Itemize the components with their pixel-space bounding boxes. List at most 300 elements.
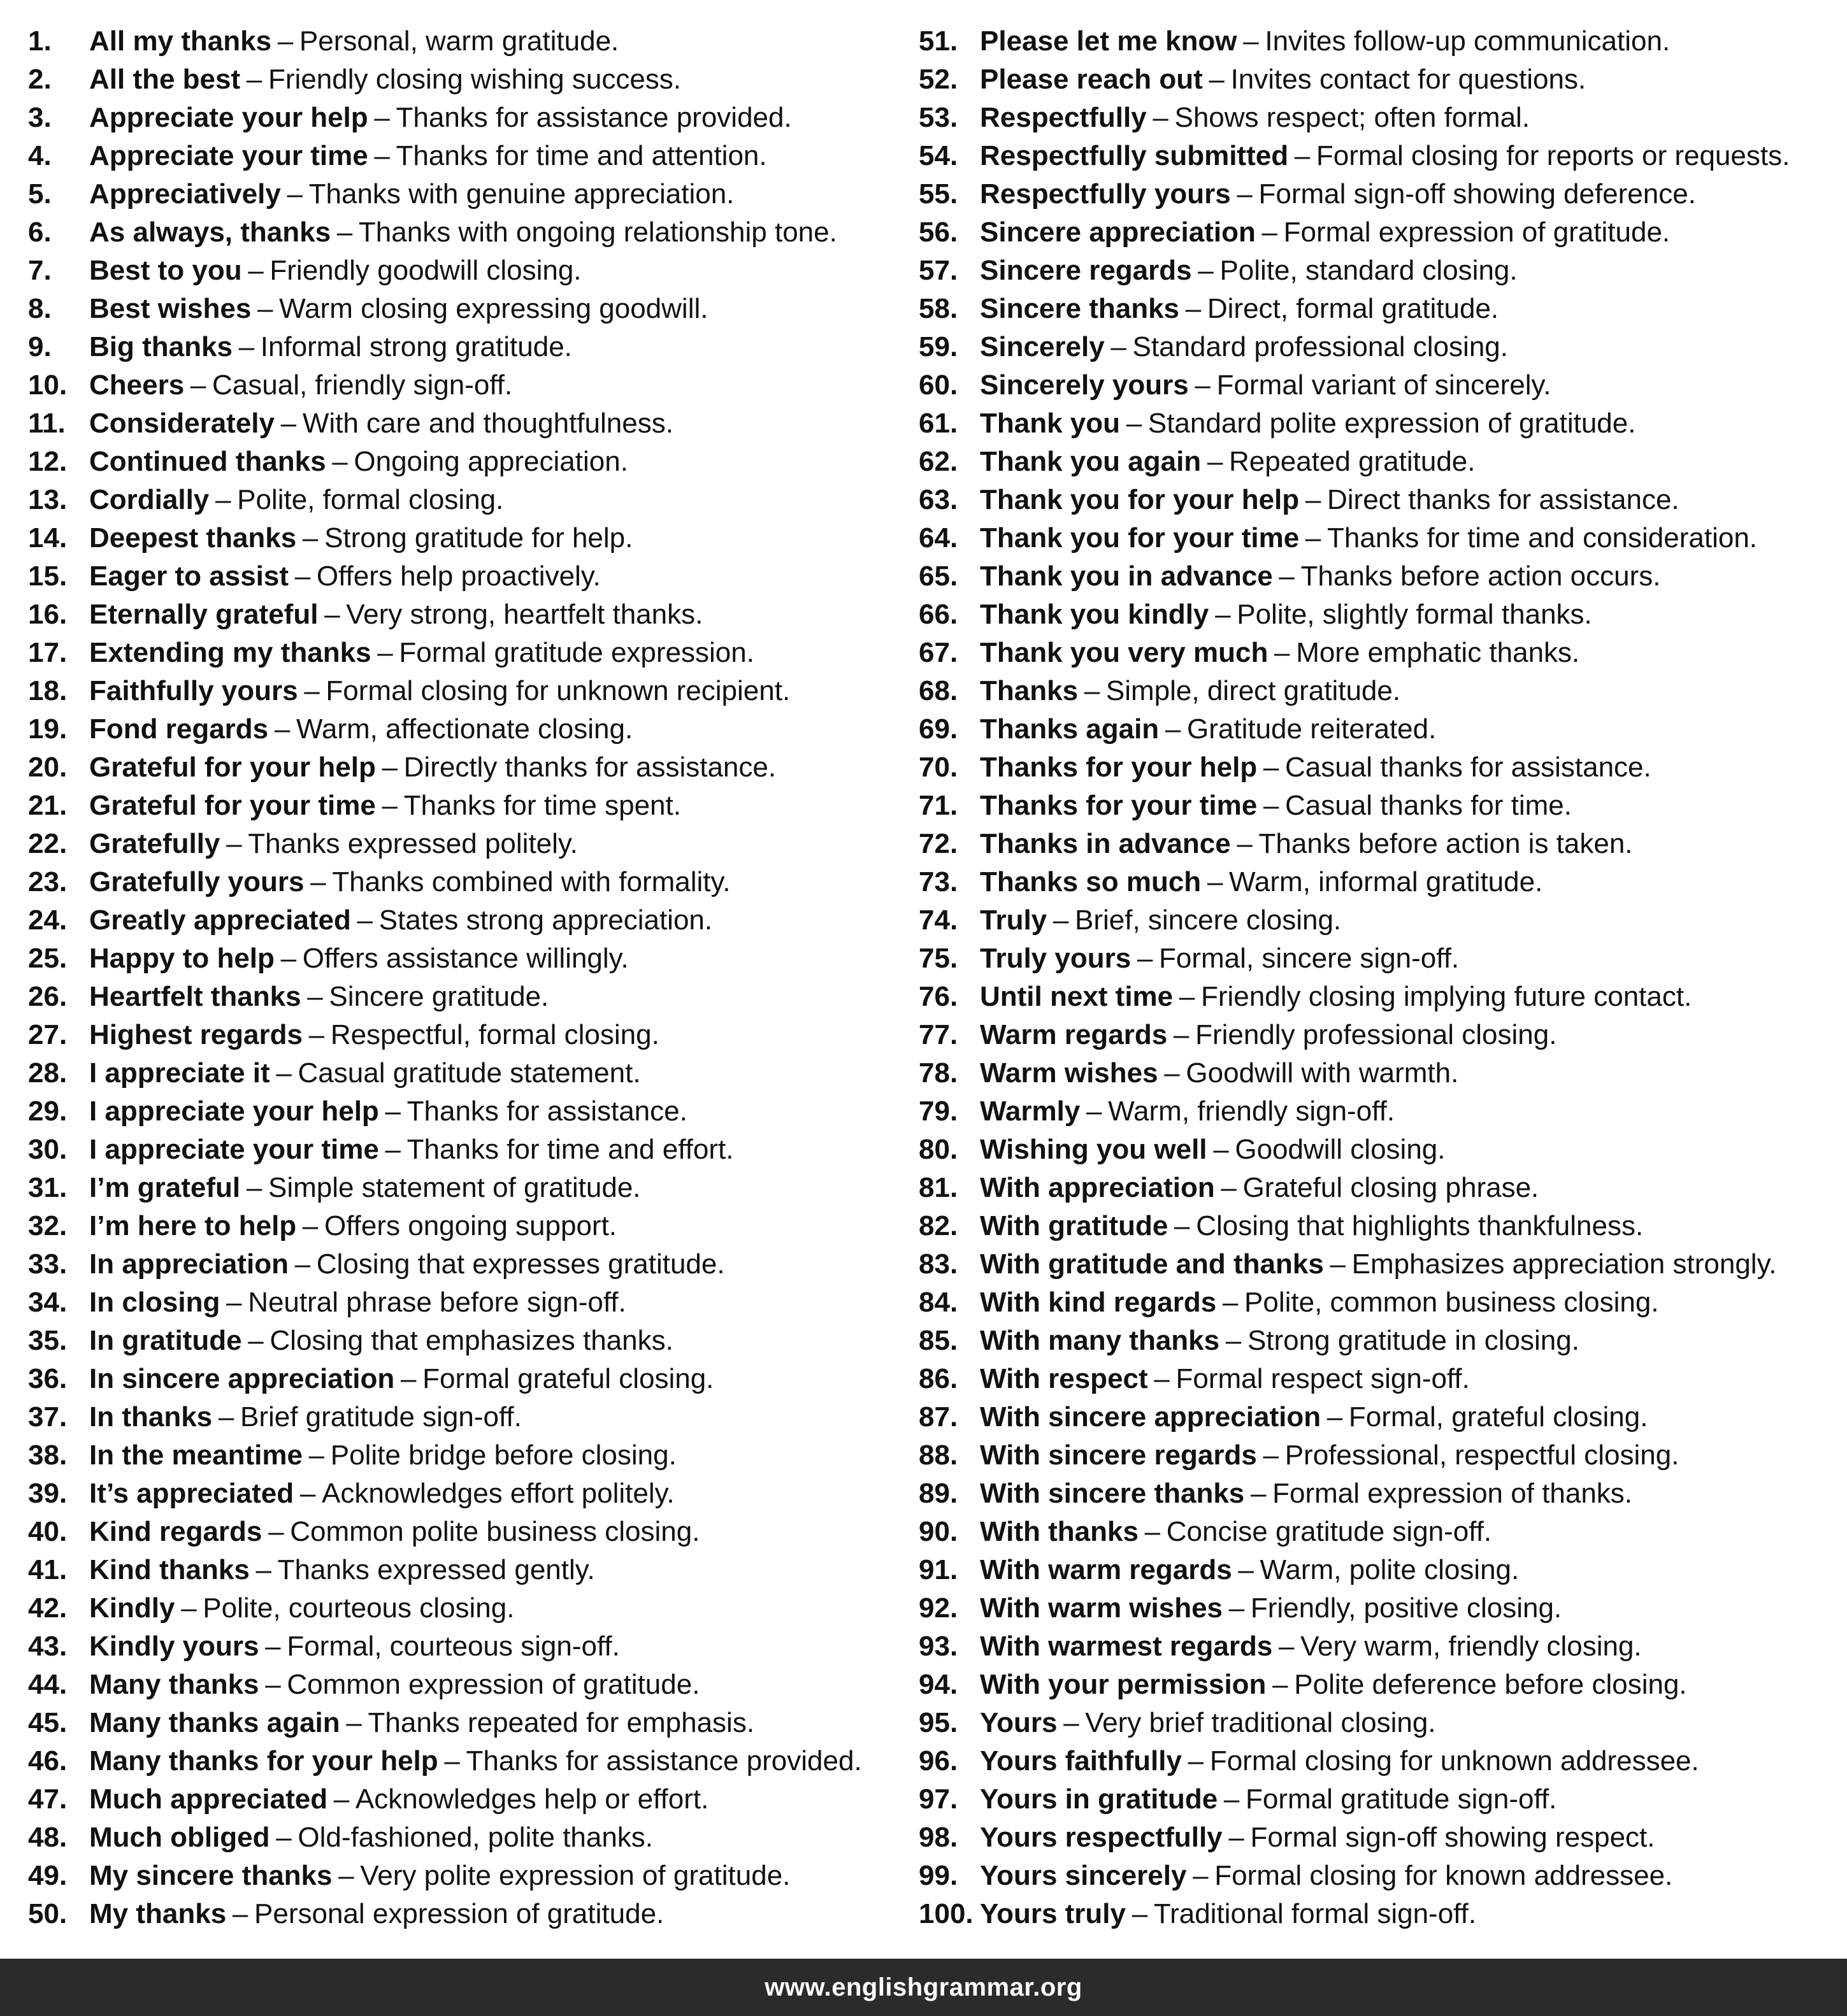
item-separator: –	[1207, 866, 1223, 897]
item-separator: –	[1278, 1631, 1295, 1662]
item-number: 87.	[919, 1401, 958, 1433]
list-item	[919, 1857, 1836, 1895]
item-number: 10.	[28, 369, 68, 401]
item-number: 3.	[28, 102, 52, 133]
item-description: States strong appreciation.	[378, 904, 713, 936]
item-separator: –	[400, 1363, 417, 1394]
item-term: Best wishes	[89, 293, 252, 324]
list-item	[28, 1360, 907, 1398]
item-term: With gratitude and thanks	[980, 1248, 1324, 1280]
list-item	[919, 290, 1836, 328]
item-term: Extending my thanks	[89, 637, 371, 668]
item-number: 36.	[28, 1363, 68, 1394]
item-description: Closing that emphasizes thanks.	[270, 1325, 673, 1356]
item-separator: –	[265, 1669, 281, 1700]
item-description: Warm, polite closing.	[1260, 1554, 1520, 1585]
item-term: With warm regards	[980, 1554, 1232, 1585]
item-description: Brief gratitude sign-off.	[240, 1401, 522, 1433]
item-number: 94.	[919, 1669, 958, 1700]
item-number: 35.	[28, 1325, 68, 1356]
item-term: With warm wishes	[980, 1592, 1223, 1624]
item-separator: –	[1261, 217, 1277, 248]
item-description: Formal closing for known addressee.	[1214, 1860, 1673, 1891]
item-separator: –	[1195, 369, 1211, 401]
item-description: Formal, sincere sign-off.	[1159, 943, 1460, 974]
item-description: Casual, friendly sign-off.	[212, 369, 513, 401]
item-description: Thanks expressed gently.	[277, 1554, 595, 1585]
item-separator: –	[246, 64, 262, 95]
item-number: 32.	[28, 1210, 68, 1241]
item-term: Respectfully	[980, 102, 1147, 133]
footer-bar	[0, 1959, 1847, 2016]
item-number: 6.	[28, 217, 52, 248]
item-separator: –	[1153, 102, 1168, 133]
item-description: Acknowledges effort politely.	[321, 1478, 675, 1509]
item-term: With your permission	[980, 1669, 1267, 1700]
item-term: Respectfully yours	[980, 178, 1231, 210]
item-separator: –	[238, 331, 255, 362]
item-description: Standard professional closing.	[1132, 331, 1508, 362]
item-description: Thanks expressed politely.	[248, 828, 578, 859]
item-number: 29.	[28, 1096, 68, 1127]
item-term: Sincere thanks	[980, 293, 1180, 324]
item-description: Formal variant of sincerely.	[1216, 369, 1551, 401]
item-separator: –	[385, 1134, 401, 1165]
list-item	[28, 1054, 907, 1092]
item-separator: –	[1193, 1860, 1209, 1891]
list-item	[28, 1666, 907, 1704]
item-separator: –	[1223, 1784, 1240, 1815]
item-description: Personal, warm gratitude.	[299, 25, 619, 57]
item-description: Common expression of gratitude.	[287, 1669, 700, 1700]
list-item	[28, 1704, 907, 1742]
item-term: Eternally grateful	[89, 599, 319, 630]
item-term: Thanks so much	[980, 866, 1202, 897]
list-item	[919, 1780, 1836, 1819]
list-item	[919, 672, 1836, 710]
item-number: 100.	[919, 1898, 974, 1929]
item-number: 56.	[919, 217, 958, 248]
item-term: In gratitude	[89, 1325, 242, 1356]
item-term: My thanks	[89, 1898, 227, 1929]
item-description: Friendly professional closing.	[1195, 1019, 1557, 1050]
list-item	[28, 213, 907, 252]
item-term: Thanks again	[980, 713, 1160, 745]
list-item	[919, 1360, 1836, 1398]
item-description: Goodwill with warmth.	[1186, 1057, 1459, 1089]
item-number: 69.	[919, 713, 958, 745]
item-description: Formal sign-off showing deference.	[1258, 178, 1696, 210]
item-description: Polite, standard closing.	[1219, 255, 1518, 286]
list-item	[919, 213, 1836, 252]
item-number: 83.	[919, 1248, 958, 1280]
item-number: 82.	[919, 1210, 958, 1241]
list-item	[919, 710, 1836, 748]
item-separator: –	[1237, 178, 1253, 210]
item-number: 86.	[919, 1363, 958, 1394]
item-description: Ongoing appreciation.	[354, 446, 628, 477]
item-description: Old-fashioned, polite thanks.	[298, 1822, 654, 1853]
item-separator: –	[1188, 1745, 1204, 1777]
item-description: Acknowledges help or effort.	[355, 1784, 709, 1815]
item-term: Until next time	[980, 981, 1174, 1012]
item-separator: –	[277, 25, 294, 57]
item-number: 30.	[28, 1134, 68, 1165]
item-term: Warm regards	[980, 1019, 1168, 1050]
item-separator: –	[1053, 904, 1069, 936]
item-separator: –	[294, 1248, 311, 1280]
list-item	[28, 99, 907, 137]
item-description: Sincere gratitude.	[329, 981, 549, 1012]
item-term: Yours	[980, 1707, 1058, 1738]
item-term: Cheers	[89, 369, 185, 401]
item-term: All the best	[89, 64, 241, 95]
item-number: 85.	[919, 1325, 958, 1356]
item-term: Gratefully yours	[89, 866, 305, 897]
site-url: www.englishgrammar.org	[765, 1973, 1082, 2001]
list-item	[919, 1283, 1836, 1322]
list-item	[28, 787, 907, 825]
item-number: 61.	[919, 408, 958, 439]
item-number: 99.	[919, 1860, 958, 1891]
item-number: 80.	[919, 1134, 958, 1165]
item-term: Thank you again	[980, 446, 1202, 477]
item-number: 27.	[28, 1019, 68, 1050]
item-number: 15.	[28, 561, 68, 592]
item-separator: –	[274, 713, 291, 745]
item-description: Casual thanks for time.	[1285, 790, 1572, 821]
list-item	[919, 1627, 1836, 1666]
item-term: Sincerely	[980, 331, 1105, 362]
item-number: 43.	[28, 1631, 68, 1662]
item-number: 4.	[28, 140, 52, 171]
item-term: Eager to assist	[89, 561, 289, 592]
item-term: Thank you for your help	[980, 484, 1300, 515]
item-number: 45.	[28, 1707, 68, 1738]
item-separator: –	[444, 1745, 460, 1777]
item-number: 81.	[919, 1172, 958, 1203]
list-item	[28, 22, 907, 61]
item-description: Friendly closing implying future contact.	[1200, 981, 1692, 1012]
item-number: 7.	[28, 255, 52, 286]
item-separator: –	[246, 1172, 262, 1203]
list-item	[919, 901, 1836, 940]
item-term: Thanks for your time	[980, 790, 1258, 821]
item-description: Direct, formal gratitude.	[1207, 293, 1499, 324]
item-number: 57.	[919, 255, 958, 286]
item-description: Warm, friendly sign-off.	[1108, 1096, 1395, 1127]
list-item	[28, 1819, 907, 1857]
item-term: Kind thanks	[89, 1554, 250, 1585]
item-number: 25.	[28, 943, 68, 974]
item-description: Formal gratitude expression.	[399, 637, 754, 668]
item-description: Invites contact for questions.	[1230, 64, 1586, 95]
list-item	[919, 1513, 1836, 1551]
item-description: Friendly goodwill closing.	[270, 255, 582, 286]
item-separator: –	[302, 522, 319, 554]
list-item	[28, 1627, 907, 1666]
item-number: 76.	[919, 981, 958, 1012]
item-term: Gratefully	[89, 828, 220, 859]
item-number: 53.	[919, 102, 958, 133]
item-term: Yours faithfully	[980, 1745, 1182, 1777]
item-term: With appreciation	[980, 1172, 1215, 1203]
list-item	[28, 1475, 907, 1513]
item-description: Closing that expresses gratitude.	[316, 1248, 725, 1280]
item-separator: –	[1144, 1516, 1161, 1547]
item-term: In sincere appreciation	[89, 1363, 395, 1394]
item-description: Casual gratitude statement.	[298, 1057, 641, 1089]
item-description: Thanks for time and attention.	[396, 140, 767, 171]
item-number: 50.	[28, 1898, 68, 1929]
item-description: Casual thanks for assistance.	[1285, 752, 1651, 783]
item-term: Please let me know	[980, 25, 1237, 57]
item-term: It’s appreciated	[89, 1478, 294, 1509]
item-separator: –	[226, 828, 242, 859]
item-number: 31.	[28, 1172, 68, 1203]
item-term: Yours respectfully	[980, 1822, 1223, 1853]
item-separator: –	[181, 1592, 197, 1624]
right-column	[919, 22, 1836, 1933]
item-separator: –	[382, 790, 398, 821]
item-number: 17.	[28, 637, 68, 668]
list-item	[919, 1054, 1836, 1092]
list-item	[919, 22, 1836, 61]
item-number: 67.	[919, 637, 958, 668]
item-separator: –	[385, 1096, 401, 1127]
item-separator: –	[190, 369, 206, 401]
item-number: 78.	[919, 1057, 958, 1089]
list-item	[919, 1551, 1836, 1589]
item-description: Formal expression of gratitude.	[1283, 217, 1671, 248]
item-number: 89.	[919, 1478, 958, 1509]
item-separator: –	[1132, 1898, 1148, 1929]
item-term: Truly yours	[980, 943, 1132, 974]
list-item	[919, 1092, 1836, 1131]
item-term: Fond regards	[89, 713, 269, 745]
list-item	[28, 940, 907, 978]
item-term: Grateful for your help	[89, 752, 376, 783]
list-item	[919, 1131, 1836, 1169]
item-description: Thanks before action is taken.	[1258, 828, 1633, 859]
list-item	[28, 366, 907, 404]
item-number: 2.	[28, 64, 52, 95]
item-description: Traditional formal sign-off.	[1153, 1898, 1477, 1929]
item-term: Respectfully submitted	[980, 140, 1289, 171]
item-description: Formal sign-off showing respect.	[1250, 1822, 1655, 1853]
item-number: 77.	[919, 1019, 958, 1050]
item-separator: –	[299, 1478, 316, 1509]
item-description: Polite, courteous closing.	[203, 1592, 515, 1624]
item-number: 70.	[919, 752, 958, 783]
list-item	[919, 61, 1836, 99]
item-number: 46.	[28, 1745, 68, 1777]
item-separator: –	[1250, 1478, 1267, 1509]
item-description: Professional, respectful closing.	[1284, 1440, 1679, 1471]
item-number: 5.	[28, 178, 52, 210]
item-term: Appreciatively	[89, 178, 281, 210]
item-term: Thank you for your time	[980, 522, 1300, 554]
list-item	[919, 1016, 1836, 1054]
item-term: In closing	[89, 1287, 220, 1318]
item-number: 79.	[919, 1096, 958, 1127]
item-description: Polite deference before closing.	[1294, 1669, 1687, 1700]
item-number: 44.	[28, 1669, 68, 1700]
item-number: 68.	[919, 675, 958, 706]
item-term: Grateful for your time	[89, 790, 376, 821]
list-item	[919, 748, 1836, 787]
item-term: I’m grateful	[89, 1172, 241, 1203]
item-term: Much obliged	[89, 1822, 270, 1853]
item-number: 38.	[28, 1440, 68, 1471]
item-term: Sincere regards	[980, 255, 1192, 286]
list-item	[28, 710, 907, 748]
list-item	[28, 290, 907, 328]
item-separator: –	[215, 484, 231, 515]
item-separator: –	[1263, 752, 1279, 783]
item-term: In appreciation	[89, 1248, 289, 1280]
item-description: Formal gratitude sign-off.	[1246, 1784, 1557, 1815]
list-item	[28, 1245, 907, 1283]
item-separator: –	[1225, 1325, 1242, 1356]
item-description: Respectful, formal closing.	[330, 1019, 659, 1050]
list-item	[28, 1169, 907, 1207]
item-description: Warm closing expressing goodwill.	[279, 293, 708, 324]
item-separator: –	[307, 981, 323, 1012]
item-number: 1.	[28, 25, 52, 57]
item-number: 90.	[919, 1516, 958, 1547]
list-item	[919, 978, 1836, 1016]
item-separator: –	[382, 752, 398, 783]
item-term: Happy to help	[89, 943, 275, 974]
item-separator: –	[1179, 981, 1195, 1012]
list-item	[28, 404, 907, 443]
list-item	[28, 825, 907, 863]
item-description: Informal strong gratitude.	[260, 331, 572, 362]
item-description: Offers ongoing support.	[324, 1210, 617, 1241]
item-number: 71.	[919, 790, 958, 821]
item-separator: –	[346, 1707, 362, 1738]
item-term: Warm wishes	[980, 1057, 1158, 1089]
item-description: Very brief traditional closing.	[1085, 1707, 1436, 1738]
item-description: With care and thoughtfulness.	[302, 408, 673, 439]
item-term: With sincere thanks	[980, 1478, 1245, 1509]
item-term: Sincerely yours	[980, 369, 1189, 401]
item-separator: –	[1222, 1287, 1239, 1318]
item-number: 60.	[919, 369, 958, 401]
item-term: All my thanks	[89, 25, 272, 57]
list-item	[919, 137, 1836, 175]
list-item	[28, 1551, 907, 1589]
item-number: 54.	[919, 140, 958, 171]
list-item	[28, 1016, 907, 1054]
item-number: 49.	[28, 1860, 68, 1891]
item-number: 59.	[919, 331, 958, 362]
item-number: 20.	[28, 752, 68, 783]
item-separator: –	[1174, 1210, 1190, 1241]
list-item	[919, 328, 1836, 366]
item-term: With sincere appreciation	[980, 1401, 1321, 1433]
list-item	[919, 175, 1836, 213]
list-item	[919, 1207, 1836, 1245]
item-description: Thanks before action occurs.	[1300, 561, 1661, 592]
item-separator: –	[1274, 637, 1290, 668]
list-item	[919, 252, 1836, 290]
item-term: Much appreciated	[89, 1784, 328, 1815]
item-term: With warmest regards	[980, 1631, 1273, 1662]
list-item	[919, 1475, 1836, 1513]
item-separator: –	[276, 1822, 292, 1853]
item-separator: –	[1185, 293, 1202, 324]
item-description: Thanks for assistance provided.	[466, 1745, 862, 1777]
item-number: 64.	[919, 522, 958, 554]
item-term: Wishing you well	[980, 1134, 1207, 1165]
item-term: Many thanks	[89, 1669, 259, 1700]
list-item	[28, 1131, 907, 1169]
item-separator: –	[1110, 331, 1126, 362]
list-item	[919, 1322, 1836, 1360]
item-separator: –	[280, 943, 297, 974]
list-item	[28, 1283, 907, 1322]
item-number: 22.	[28, 828, 68, 859]
list-item	[28, 175, 907, 213]
item-term: Truly	[980, 904, 1047, 936]
list-item	[28, 1857, 907, 1895]
item-number: 51.	[919, 25, 958, 57]
item-description: Formal expression of thanks.	[1272, 1478, 1633, 1509]
item-number: 75.	[919, 943, 958, 974]
list-item	[28, 1207, 907, 1245]
item-separator: –	[374, 102, 390, 133]
item-term: Highest regards	[89, 1019, 303, 1050]
list-item	[919, 404, 1836, 443]
list-item	[919, 1704, 1836, 1742]
item-term: Yours sincerely	[980, 1860, 1187, 1891]
item-separator: –	[276, 1057, 292, 1089]
list-item	[28, 1895, 907, 1933]
item-separator: –	[1086, 1096, 1102, 1127]
item-number: 52.	[919, 64, 958, 95]
item-separator: –	[1084, 675, 1100, 706]
item-description: Friendly closing wishing success.	[268, 64, 682, 95]
item-term: As always, thanks	[89, 217, 331, 248]
item-description: Thanks repeated for emphasis.	[368, 1707, 755, 1738]
item-separator: –	[1198, 255, 1214, 286]
item-number: 23.	[28, 866, 68, 897]
list-item	[919, 1819, 1836, 1857]
item-term: Kindly yours	[89, 1631, 259, 1662]
item-separator: –	[1215, 599, 1231, 630]
item-separator: –	[257, 293, 273, 324]
item-description: Shows respect; often formal.	[1174, 102, 1530, 133]
list-item	[28, 1780, 907, 1819]
item-separator: –	[336, 217, 353, 248]
item-description: Closing that highlights thankfulness.	[1196, 1210, 1644, 1241]
item-term: With respect	[980, 1363, 1148, 1394]
item-description: Offers help proactively.	[316, 561, 601, 592]
item-description: Strong gratitude for help.	[324, 522, 633, 554]
list-item	[919, 863, 1836, 901]
item-description: Thanks for time spent.	[403, 790, 681, 821]
item-separator: –	[1305, 522, 1321, 554]
item-number: 41.	[28, 1554, 68, 1585]
item-separator: –	[1263, 790, 1279, 821]
list-item	[919, 1436, 1836, 1475]
item-description: Formal closing for unknown recipient.	[326, 675, 791, 706]
item-number: 37.	[28, 1401, 68, 1433]
item-separator: –	[324, 599, 340, 630]
item-term: Yours in gratitude	[980, 1784, 1218, 1815]
